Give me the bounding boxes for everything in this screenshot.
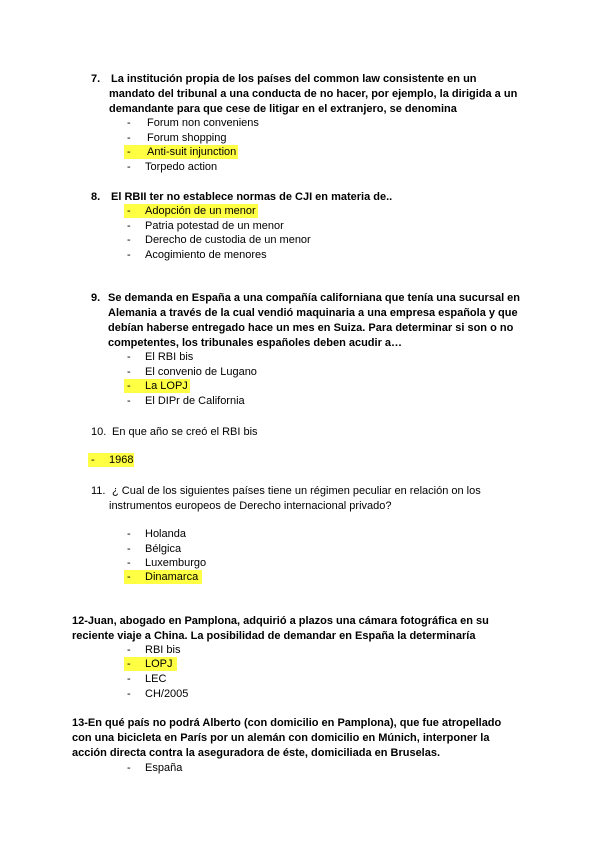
q9-text-line-3: debían haberse entregado hace un mes en Suiza. Para determinar si son o no [108, 322, 514, 334]
q7-option-1: Forum non conveniens [147, 117, 259, 129]
list-dash: - [127, 380, 131, 392]
q8-option-1-answer: Adopción de un menor [145, 205, 256, 217]
q11-option-2: Bélgica [145, 543, 182, 555]
list-dash: - [127, 571, 131, 583]
list-dash: - [127, 557, 131, 569]
list-dash: - [127, 543, 131, 555]
list-dash: - [127, 673, 131, 685]
q7-number: 7. [91, 73, 101, 85]
list-dash: - [127, 366, 131, 378]
list-dash: - [127, 658, 131, 670]
q7-text-line-1: La institución propia de los países del common law consistente en un [111, 73, 477, 85]
list-dash: - [127, 762, 131, 774]
q9-option-4: El DIPr de California [145, 395, 245, 407]
list-dash: - [91, 454, 95, 466]
q8-number: 8. [91, 191, 101, 203]
list-dash: - [127, 117, 131, 129]
list-dash: - [127, 249, 131, 261]
q10-text: En que año se creó el RBI bis [112, 426, 258, 438]
q8-option-3: Derecho de custodia de un menor [145, 234, 311, 246]
q11-option-1: Holanda [145, 528, 186, 540]
q8-option-4: Acogimiento de menores [145, 249, 267, 261]
q11-text-line-1: ¿ Cual de los siguientes países tiene un régimen peculiar en relación on los [112, 485, 481, 497]
q7-option-2: Forum shopping [147, 132, 227, 144]
list-dash: - [127, 528, 131, 540]
q7-option-4: Torpedo action [145, 161, 218, 173]
q12-option-3: LEC [145, 673, 167, 685]
q9-number: 9. [91, 292, 101, 304]
list-dash: - [127, 644, 131, 656]
q9-text-line-1: Se demanda en España a una compañía californiana que tenía una sucursal en [108, 292, 521, 304]
list-dash: - [127, 161, 131, 173]
q13-text-line-3: acción directa contra la aseguradora de éste, domiciliada en Bruselas. [72, 747, 441, 759]
q12-option-2-answer: LOPJ [145, 658, 173, 670]
q7-text-line-3: demandante para que cese de litigar en el extranjero, se denomina [109, 103, 457, 115]
list-dash: - [127, 395, 131, 407]
q7-text-line-2: mandato del tribunal a una conducta de no hacer, por ejemplo, la dirigida a un [109, 88, 518, 100]
q11-option-4-answer: Dinamarca [145, 571, 199, 583]
list-dash: - [127, 234, 131, 246]
q8-option-2: Patria potestad de un menor [145, 220, 284, 232]
q12-text-line-1: 12-Juan, abogado en Pamplona, adquirió a plazos una cámara fotográfica en su [72, 615, 489, 627]
q8-text: El RBII ter no establece normas de CJI en materia de.. [111, 191, 393, 203]
list-dash: - [127, 351, 131, 363]
q9-text-line-4: competentes, los tribunales españoles deben acudir a… [108, 337, 403, 349]
q13-text-line-2: con una bicicleta en París por un alemán con domicilio en Múnich, interponer la [72, 732, 490, 744]
q12-option-1: RBI bis [145, 644, 181, 656]
q11-text-line-2: instrumentos europeos de Derecho internacional privado? [109, 500, 392, 512]
list-dash: - [127, 146, 131, 158]
q9-option-2: El convenio de Lugano [145, 366, 257, 378]
q9-text-line-2: Alemania a través de la cual vendió maquinaria a una empresa española y que [108, 307, 518, 319]
list-dash: - [127, 132, 131, 144]
list-dash: - [127, 205, 131, 217]
q11-number: 11. [91, 485, 106, 497]
q10-number: 10. [91, 426, 107, 438]
q11-option-3: Luxemburgo [145, 557, 207, 569]
q13-option-1: España [145, 762, 183, 774]
q12-option-4: CH/2005 [145, 688, 189, 700]
q9-option-3-answer: La LOPJ [145, 380, 188, 392]
q7-option-3-answer: Anti-suit injunction [147, 146, 237, 158]
q9-option-1: El RBI bis [145, 351, 194, 363]
q13-text-line-1: 13-En qué país no podrá Alberto (con domicilio en Pamplona), que fue atropellado [72, 717, 502, 729]
q12-text-line-2: reciente viaje a China. La posibilidad de demandar en España la determinaría [72, 630, 476, 642]
list-dash: - [127, 220, 131, 232]
list-dash: - [127, 688, 131, 700]
q10-answer: 1968 [109, 454, 134, 466]
